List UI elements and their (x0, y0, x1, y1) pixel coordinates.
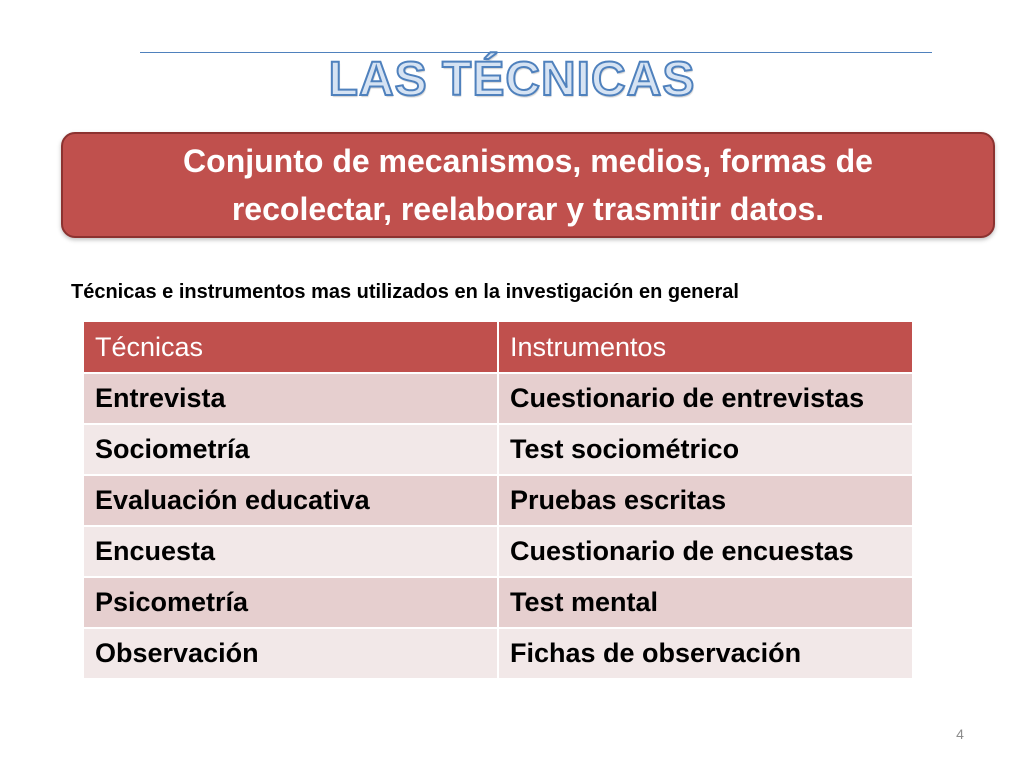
instrument-cell: Fichas de observación (498, 628, 912, 679)
technique-cell: Sociometría (84, 424, 498, 475)
instrument-cell: Cuestionario de entrevistas (498, 373, 912, 424)
definition-text (183, 137, 873, 233)
table-row (84, 526, 912, 577)
definition-box (61, 132, 995, 238)
instrument-cell: Test sociométrico (498, 424, 912, 475)
table-row (84, 577, 912, 628)
technique-cell: Encuesta (84, 526, 498, 577)
table-row (84, 628, 912, 679)
table-header-row (84, 322, 912, 373)
table-caption: Técnicas e instrumentos mas utilizados en la investigación en general (71, 281, 739, 303)
header-tecnicas: Técnicas (84, 322, 498, 373)
techniques-table (84, 322, 912, 680)
table-row (84, 475, 912, 526)
page-number: 4 (956, 726, 964, 742)
technique-cell: Observación (84, 628, 498, 679)
table-row (84, 373, 912, 424)
instrument-cell: Test mental (498, 577, 912, 628)
header-instrumentos: Instrumentos (498, 322, 912, 373)
instrument-cell: Cuestionario de encuestas (498, 526, 912, 577)
instrument-cell: Pruebas escritas (498, 475, 912, 526)
definition-line-1: Conjunto de mecanismos, medios, formas de (183, 143, 873, 179)
technique-cell: Entrevista (84, 373, 498, 424)
slide-title: LAS TÉCNICAS (328, 53, 696, 106)
definition-line-2: recolectar, reelaborar y trasmitir datos. (231, 191, 825, 227)
technique-cell: Evaluación educativa (84, 475, 498, 526)
technique-cell: Psicometría (84, 577, 498, 628)
table-row (84, 424, 912, 475)
